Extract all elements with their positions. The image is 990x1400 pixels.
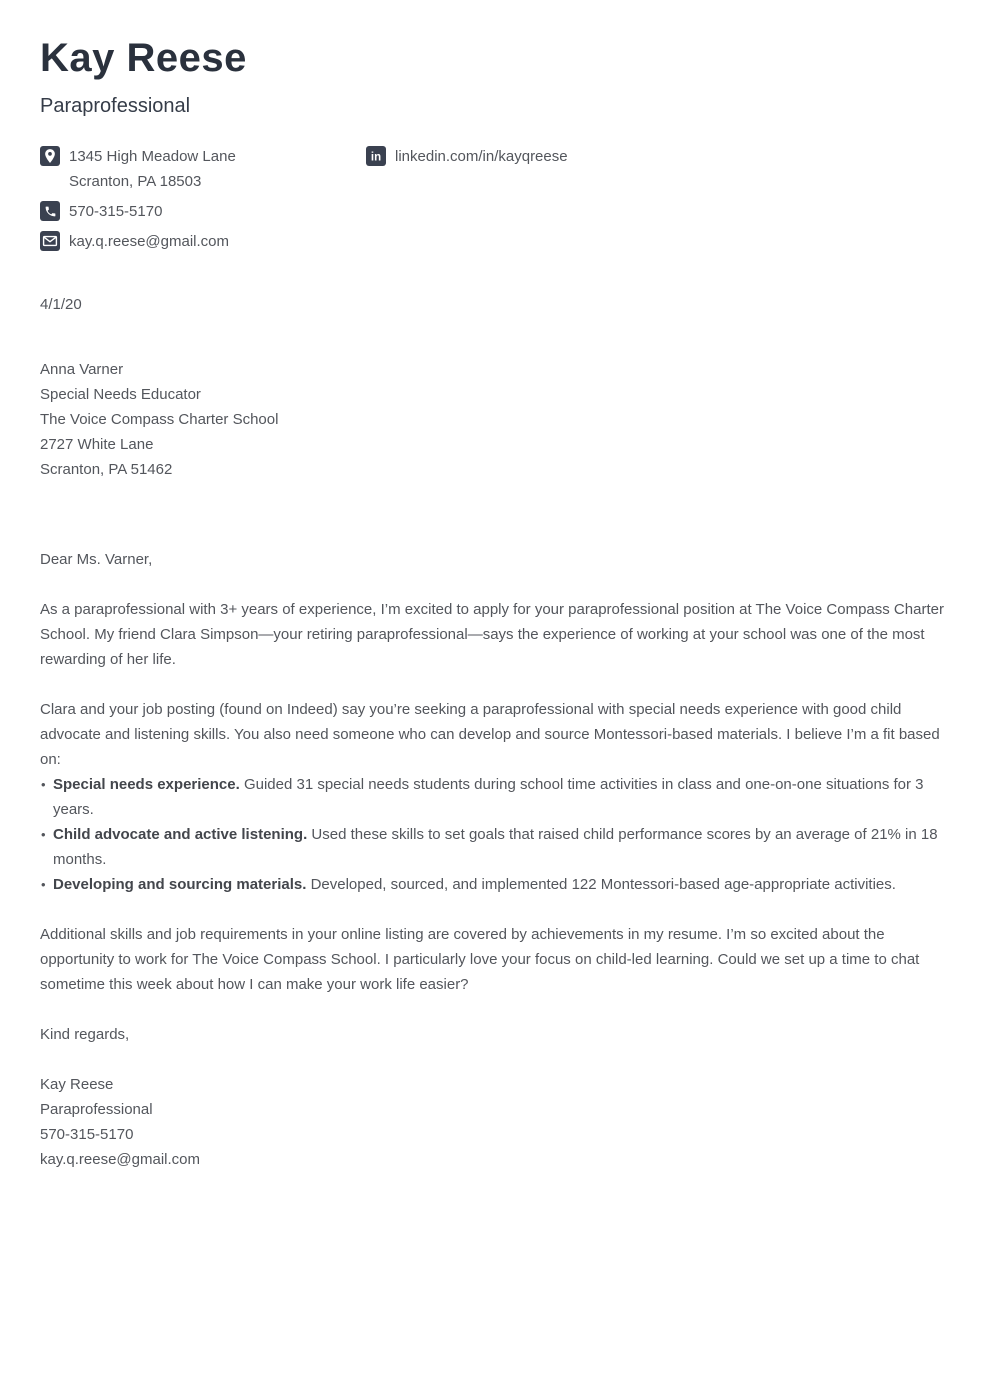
recipient-city: Scranton, PA 51462 [40,461,173,478]
phone-icon [40,201,60,221]
contact-phone [40,199,366,224]
signature-title: Paraprofessional [40,1101,153,1118]
salutation: Dear Ms. Varner, [40,551,153,568]
envelope-icon [40,231,60,251]
bullet-text: Guided 31 special needs students during school time activities in class and one-on-one situations for 3 years. [53,776,924,818]
contact-linkedin [366,144,568,169]
signature-name: Kay Reese [40,1076,114,1093]
list-item [40,822,945,872]
closing-valediction: Kind regards, [40,1026,130,1043]
contact-email-address: kay.q.reese@gmail.com [69,233,230,250]
recipient-name: Anna Varner [40,361,124,378]
paragraph-closing: Additional skills and job requirements in your online listing are covered by achievements in my resume. I’m so excited about the opportunity to work for The Voice Compass School. I particularly love your focus on child-led learning. Could we set up a time to chat sometime this week about how I can make your work life easier? [40,926,920,993]
paragraph-intro: As a paraprofessional with 3+ years of experience, I’m excited to apply for your paraprofessional position at The Voice Compass Charter School. My friend Clara Simpson—your retiring paraprofessional—says the experience of working at your school was one of the most rewarding of her life. [40,601,944,668]
contact-linkedin-url: linkedin.com/in/kayqreese [395,148,568,165]
signature-phone: 570-315-5170 [40,1126,134,1143]
signature-email: kay.q.reese@gmail.com [40,1151,201,1168]
contact-info [40,144,945,254]
qualification-list [40,772,945,897]
list-item [40,872,945,897]
contact-phone-number: 570-315-5170 [69,203,163,220]
person-title: Paraprofessional [40,95,191,117]
bullet-text: Developed, sourced, and implemented 122 Montessori-based age-appropriate activities. [306,876,896,893]
letter-date: 4/1/20 [40,296,82,313]
recipient-company: The Voice Compass Charter School [40,411,279,428]
bullet-text: Used these skills to set goals that raised child performance scores by an average of 21% in 18 months. [53,826,938,868]
signature-block [40,1072,945,1172]
paragraph-fit: Clara and your job posting (found on Indeed) say you’re seeking a paraprofessional with special needs experience with good child advocate and listening skills. You also need someone who can develop and source Montessori-based materials. I believe I’m a fit based on: [40,701,940,768]
contact-address [40,144,366,194]
bullet-lead: Special needs experience. [53,776,240,793]
recipient-block [40,357,945,482]
person-name: Kay Reese [40,36,247,80]
contact-column-right [366,144,568,254]
svg-text:in: in [370,151,382,164]
list-item [40,772,945,822]
contact-address-lines [69,144,236,194]
linkedin-icon [366,146,386,166]
recipient-title: Special Needs Educator [40,386,201,403]
contact-address-line1: 1345 High Meadow Lane [69,148,236,165]
contact-email [40,229,366,254]
bullet-lead: Developing and sourcing materials. [53,876,307,893]
bullet-lead: Child advocate and active listening. [53,826,308,843]
contact-column-left [40,144,366,254]
contact-address-line2: Scranton, PA 18503 [69,173,202,190]
location-pin-icon [40,146,60,166]
recipient-street: 2727 White Lane [40,436,154,453]
